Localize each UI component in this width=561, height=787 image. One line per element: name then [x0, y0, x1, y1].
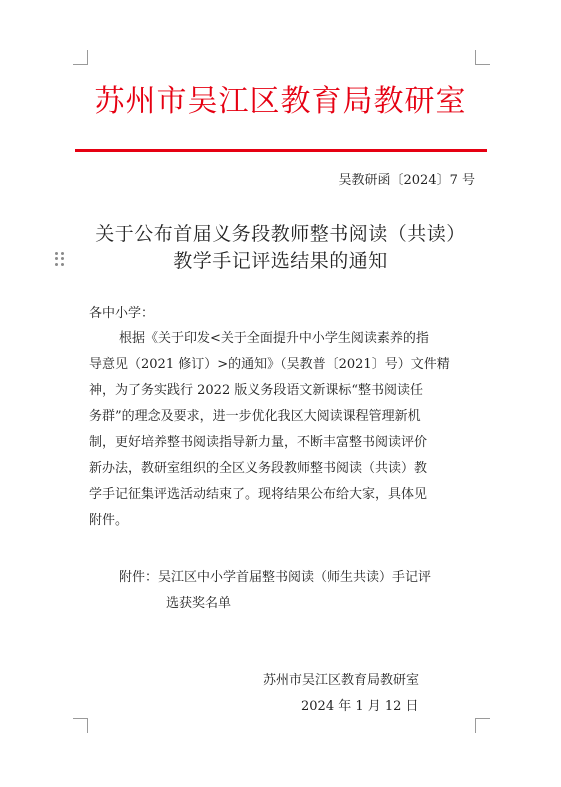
signature-org: 苏州市吴江区教育局教研室: [263, 673, 420, 688]
document-title-line-1: 关于公布首届义务段教师整书阅读（共读）: [95, 223, 466, 245]
body-line: 新办法，教研室组织的全区义务段教师整书阅读（共读）教: [89, 461, 428, 476]
body-line: 务群”的理念及要求，进一步优化我区大阅读课程管理新机: [89, 409, 421, 424]
body-line: 学手记征集评选活动结束了。现将结果公布给大家，具体见: [89, 487, 428, 502]
crop-mark-bottom-right: [475, 718, 490, 733]
drag-handle-icon[interactable]: [55, 252, 65, 266]
red-header-org-name: 苏州市吴江区教育局教研室: [94, 84, 467, 119]
crop-mark-top-right: [475, 50, 490, 65]
crop-mark-bottom-left: [73, 718, 88, 733]
salutation: 各中小学：: [89, 306, 155, 321]
body-line: 导意见（2021 修订）>的通知》（吴教普〔2021〕号）文件精: [89, 357, 450, 372]
body-line: 制，更好培养整书阅读指导新力量，不断丰富整书阅读评价: [89, 435, 428, 450]
signature-date: 2024 年 1 月 12 日: [301, 699, 419, 714]
body-line: 神，为了务实践行 2022 版义务段语文新课标“整书阅读任: [89, 383, 423, 398]
body-line: 根据《关于印发<关于全面提升中小学生阅读素养的指: [119, 331, 429, 346]
attachment-line-2: 选获奖名单: [166, 596, 232, 611]
body-line: 附件。: [89, 513, 129, 528]
document-title-line-2: 教学手记评选结果的通知: [173, 250, 388, 272]
attachment-line-1: 附件：吴江区中小学首届整书阅读（师生共读）手记评: [119, 570, 432, 585]
red-header-divider: [75, 149, 487, 152]
crop-mark-top-left: [73, 50, 88, 65]
document-number: 吴教研函〔2024〕7 号: [338, 173, 475, 188]
